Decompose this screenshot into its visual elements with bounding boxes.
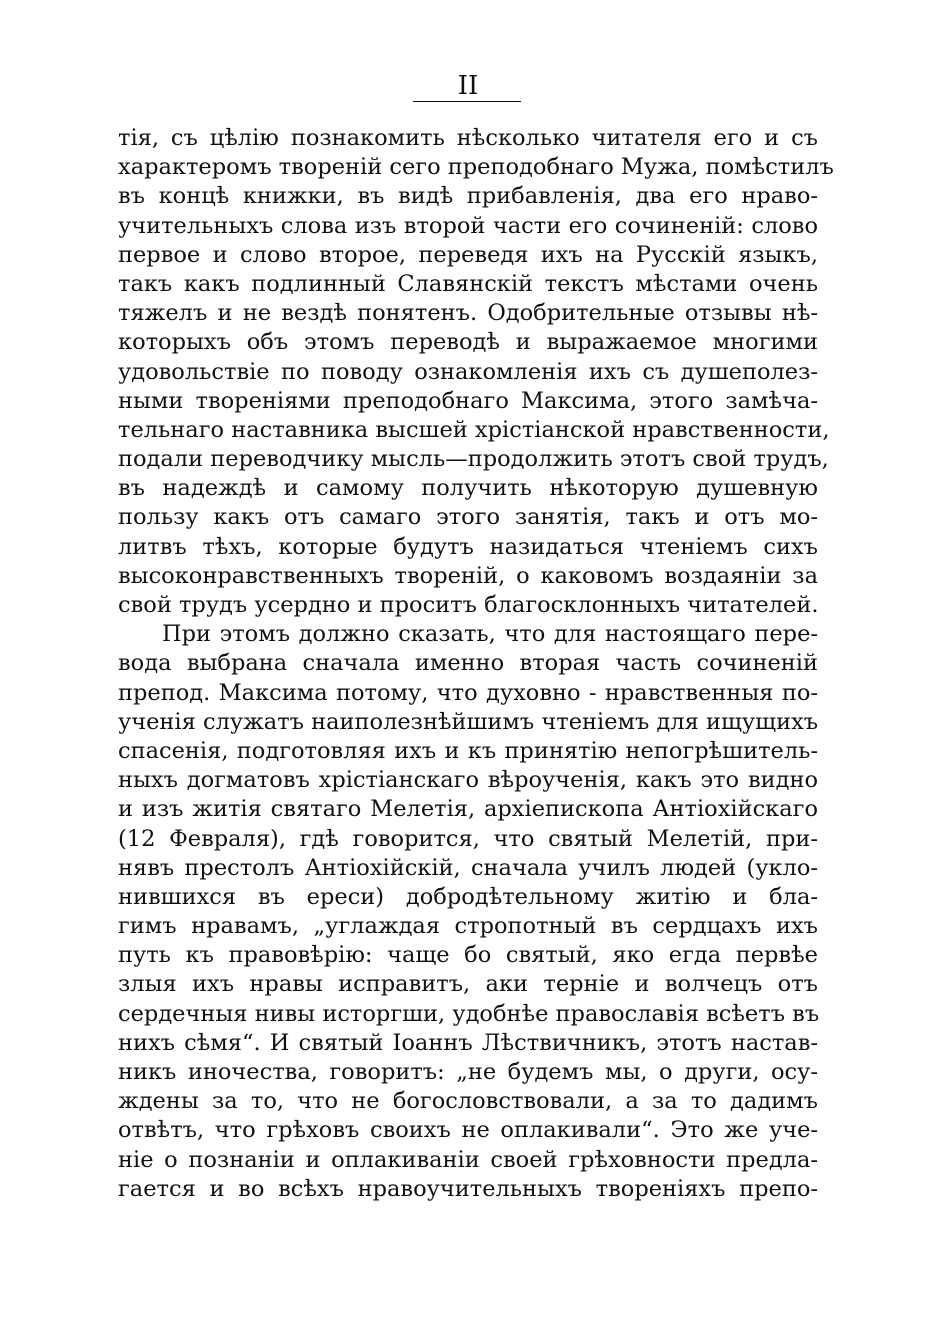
text-line: сердечныя нивы исторгши, удобнѣе православія всѣетъ въ [118,1000,820,1027]
text-line: и изъ житія святаго Мелетія, архіепископа Антіохійскаго [118,796,818,823]
text-line: вода выбрана сначала именно вторая часть сочиненій [118,650,818,677]
text-line: путь къ правовѣрію: чаще бо святый, яко егда первѣе [118,942,818,969]
text-line: нявъ престолъ Антіохійскій, сначала училъ людей (укло- [118,854,818,881]
text-line: свой трудъ усердно и проситъ благосклонныхъ читателей. [118,592,819,618]
text-line: въ надеждѣ и самому получить нѣкоторую душевную [118,475,818,502]
text-line: гимъ нравамъ, „углаждая стропотный въ сердцахъ ихъ [118,913,818,940]
text-line: (12 Февраля), гдѣ говорится, что святый Мелетій, при- [118,825,818,852]
text-line: препод. Максима потому, что духовно - нравственныя по- [118,679,818,706]
text-line: ученія служатъ наиполезнѣйшимъ чтеніемъ для ищущихъ [118,708,819,735]
text-line: нившихся въ ереси) добродѣтельному житію и бла- [118,883,818,910]
text-line: пользу какъ отъ самаго этого занятія, такъ и отъ мо- [118,504,818,531]
text-line: первое и слово второе, переведя ихъ на Русскій языкъ, [118,241,818,268]
text-line: ныхъ догматовъ хрістіанскаго вѣроученія, какъ это видно [118,767,818,794]
page-number: II [457,71,479,101]
text-line: отвѣтъ, что грѣховъ своихъ не оплакивали“. Это же уче- [118,1117,818,1144]
text-line: ніе о познаніи и оплакиваніи своей грѣховности предла- [118,1146,818,1173]
text-line: учительныхъ слова изъ второй части его сочиненій: слово [118,212,818,239]
text-line: въ концѣ книжки, въ видѣ прибавленія, два его нраво- [118,183,818,210]
text-line: тельнаго наставника высшей хрістіанской нравственности, [118,416,830,443]
text-line: злыя ихъ нравы исправитъ, аки терніе и волчецъ отъ [118,971,818,998]
text-line: ными твореніями преподобнаго Максима, этого замѣча- [118,387,818,414]
text-line: подали переводчику мысль—продолжить этотъ свой трудъ, [118,446,829,473]
text-line: При этомъ должно сказать, что для настоящаго пере- [162,621,818,648]
text-line: литвъ тѣхъ, которые будутъ назидаться чтеніемъ сихъ [118,533,818,560]
text-line: тяжелъ и не вездѣ понятенъ. Одобрительные отзывы нѣ- [118,300,818,327]
text-line: тія, съ цѣлію познакомить нѣсколько читателя его и съ [118,125,818,151]
text-line: характеромъ твореній сего преподобнаго Мужа, помѣстилъ [118,154,834,181]
text-line: спасенія, подготовляя ихъ и къ принятію непогрѣшитель- [118,737,818,764]
text-line: высоконравственныхъ твореній, о каковомъ воздаяніи за [118,562,818,589]
body-text [118,124,834,1204]
text-line: нихъ сѣмя“. И святый Іоаннъ Лѣствичникъ, этотъ настав- [118,1029,818,1056]
text-line: ждены за то, что не богословствовали, а за то дадимъ [118,1088,818,1115]
text-line: удовольствіе по поводу ознакомленія ихъ съ душеполез- [118,358,818,385]
page-number-rule [413,101,521,102]
text-line: никъ иночества, говоритъ: „не будемъ мы, о други, осу- [118,1059,818,1085]
text-line: такъ какъ подлинный Славянскій текстъ мѣстами очень [118,270,818,297]
text-line: гается и во всѣхъ нравоучительныхъ твореніяхъ препо- [118,1175,818,1202]
text-line: которыхъ объ этомъ переводѣ и выражаемое многими [118,329,818,356]
